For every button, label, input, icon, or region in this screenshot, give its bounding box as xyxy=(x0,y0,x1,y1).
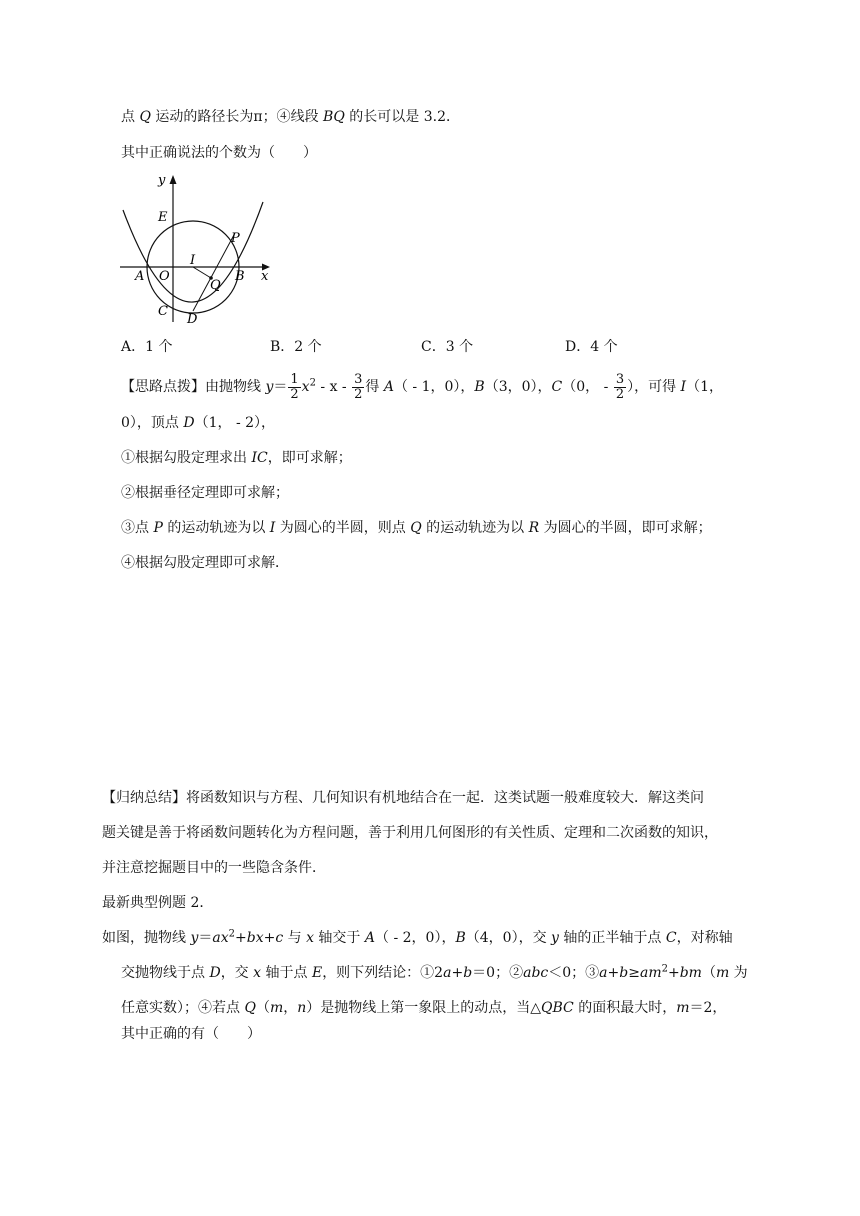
summary-line-2: 题关键是善于将函数问题转化为方程问题，善于利用几何图形的有关性质、定理和二次函数的知识， xyxy=(102,825,718,841)
hint-line-1: 【思路点拨】由抛物线 y＝ $\frac{1}{2}$ $x^2$ - x - $\frac{3}{2}$ 得 A（ - 1，0），B（3，0），C（0， - $\frac{3}{2}$ ），可得 I（1， xyxy=(121,371,723,402)
step-2: ②根据垂径定理即可求解； xyxy=(121,485,289,501)
step-3: ③点 P 的运动轨迹为以 I 为圆心的半圆，则点 Q 的运动轨迹为以 R 为圆心的半圆，即可求解； xyxy=(121,520,712,536)
segment-iq xyxy=(193,267,211,278)
fraction-three-halves: $\frac{3}{2}$ xyxy=(354,371,363,402)
label-x: x xyxy=(261,269,269,284)
fraction-one-half: $\frac{1}{2}$ xyxy=(290,371,299,402)
y-axis-arrow xyxy=(170,175,177,184)
step-4: ④根据勾股定理即可求解． xyxy=(121,555,289,571)
segment-dp xyxy=(193,233,235,311)
problem-line-4: 其中正确的有（ ） xyxy=(121,1026,261,1042)
example-title: 最新典型例题 2． xyxy=(102,895,214,911)
label-p: P xyxy=(231,231,240,246)
problem-text-line-1: 点 Q 运动的路径长为π；④线段 BQ 的长可以是 3.2． xyxy=(121,109,460,125)
label-e: E xyxy=(158,210,168,225)
label-a: A xyxy=(135,269,145,284)
label-i: I xyxy=(190,253,196,268)
problem-line-1: 如图，抛物线 $y=ax^2+bx+c$ 与 x 轴交于 A（ - 2，0），B（4，0），交 y 轴的正半轴于点 C，对称轴 xyxy=(102,928,733,946)
option-c[interactable]: C．3 个 xyxy=(421,339,474,355)
label-q: Q xyxy=(210,278,221,293)
summary-line-3: 并注意挖掘题目中的一些隐含条件． xyxy=(102,860,326,876)
label-y: y xyxy=(158,173,166,188)
label-d: D xyxy=(187,312,198,327)
parabola-circle-figure xyxy=(118,172,288,332)
problem-line-2: 交抛物线于点 D，交 x 轴于点 E，则下列结论：①2a+b＝0；②abc＜0；$③a+b\ge am^2+bm(m$ 为 xyxy=(121,963,748,981)
option-b[interactable]: B．2 个 xyxy=(270,339,322,355)
question-prompt: 其中正确说法的个数为（ ） xyxy=(121,145,317,161)
summary-line-1: 【归纳总结】将函数知识与方程、几何知识有机地结合在一起．这类试题一般难度较大．解这类问 xyxy=(102,790,704,806)
fraction-three-halves-c: $\frac{3}{2}$ xyxy=(615,371,625,402)
problem-line-3: 任意实数）；④若点 Q（m，n）是抛物线上第一象限上的动点，当△QBC 的面积最大时，m＝2， xyxy=(121,1000,727,1016)
label-b: B xyxy=(235,269,245,284)
label-c: C xyxy=(158,304,168,319)
step-1: ①根据勾股定理求出 IC，即可求解； xyxy=(121,450,352,466)
option-a[interactable]: A．1 个 xyxy=(121,339,173,355)
option-d[interactable]: D．4 个 xyxy=(565,339,618,355)
hint-line-2: 0），顶点 D（1， - 2）， xyxy=(121,415,276,431)
label-o: O xyxy=(159,269,170,284)
